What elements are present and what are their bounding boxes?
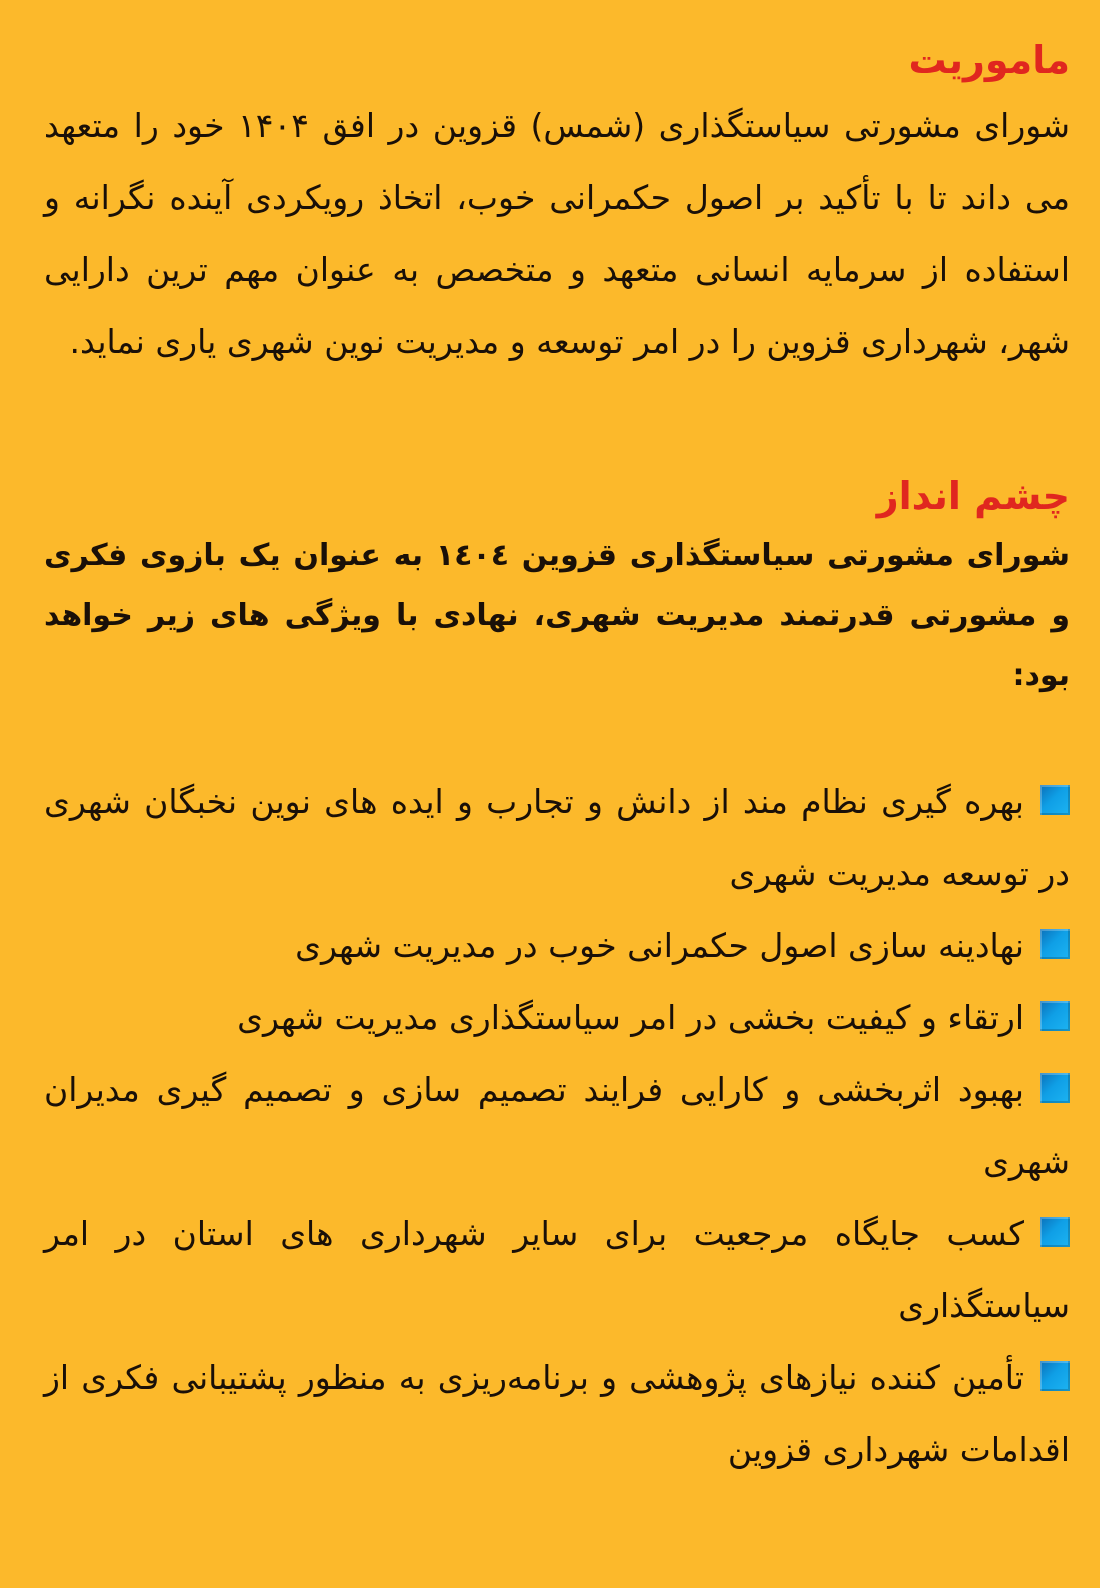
feature-text: نهادینه سازی اصول حکمرانی خوب در مدیریت شهری [295, 926, 1024, 965]
blue-square-bullet-icon [1040, 1001, 1070, 1031]
vision-heading: چشم انداز [876, 474, 1070, 518]
blue-square-bullet-icon [1040, 1217, 1070, 1247]
blue-square-bullet-icon [1040, 929, 1070, 959]
blue-square-bullet-icon [1040, 785, 1070, 815]
list-item [44, 766, 1070, 910]
list-item [44, 1342, 1070, 1486]
blue-square-bullet-icon [1040, 1361, 1070, 1391]
list-item [44, 910, 1070, 982]
list-item [44, 982, 1070, 1054]
list-item [44, 1054, 1070, 1198]
list-item [44, 1198, 1070, 1342]
feature-text: کسب جایگاه مرجعیت برای سایر شهرداری های استان در امر سیاستگذاری [44, 1214, 1070, 1325]
feature-text: تأمین کننده نیازهای پژوهشی و برنامه‌ریزی به منظور پشتیبانی فکری از اقدامات شهرداری قزوین [44, 1358, 1070, 1469]
vision-features-list [44, 766, 1070, 1486]
vision-intro: شورای مشورتی سیاستگذاری قزوین ۱٤۰٤ به عنوان یک بازوی فکری و مشورتی قدرتمند مدیریت شهری، نهادی با ویژگی های زیر خواهد بود: [44, 538, 1071, 693]
feature-text: بهبود اثربخشی و کارایی فرایند تصمیم سازی و تصمیم گیری مدیران شهری [44, 1070, 1070, 1181]
mission-text: شورای مشورتی سیاستگذاری (شمس) قزوین در افق ۱۴۰۴ خود را متعهد می داند تا با تأکید بر اصول حکمرانی خوب، اتخاذ رویکردی آینده نگرانه و استفاده از سرمایه انسانی متعهد و متخصص به عنوان مهم ترین دارایی شهر، شهرداری قزوین را در امر توسعه و مدیریت نوین شهری یاری نماید. [44, 106, 1070, 361]
feature-text: ارتقاء و کیفیت بخشی در امر سیاستگذاری مدیریت شهری [237, 998, 1024, 1037]
blue-square-bullet-icon [1040, 1073, 1070, 1103]
mission-heading: ماموریت [908, 38, 1070, 82]
feature-text: بهره گیری نظام مند از دانش و تجارب و ایده های نوین نخبگان شهری در توسعه مدیریت شهری [44, 782, 1070, 893]
